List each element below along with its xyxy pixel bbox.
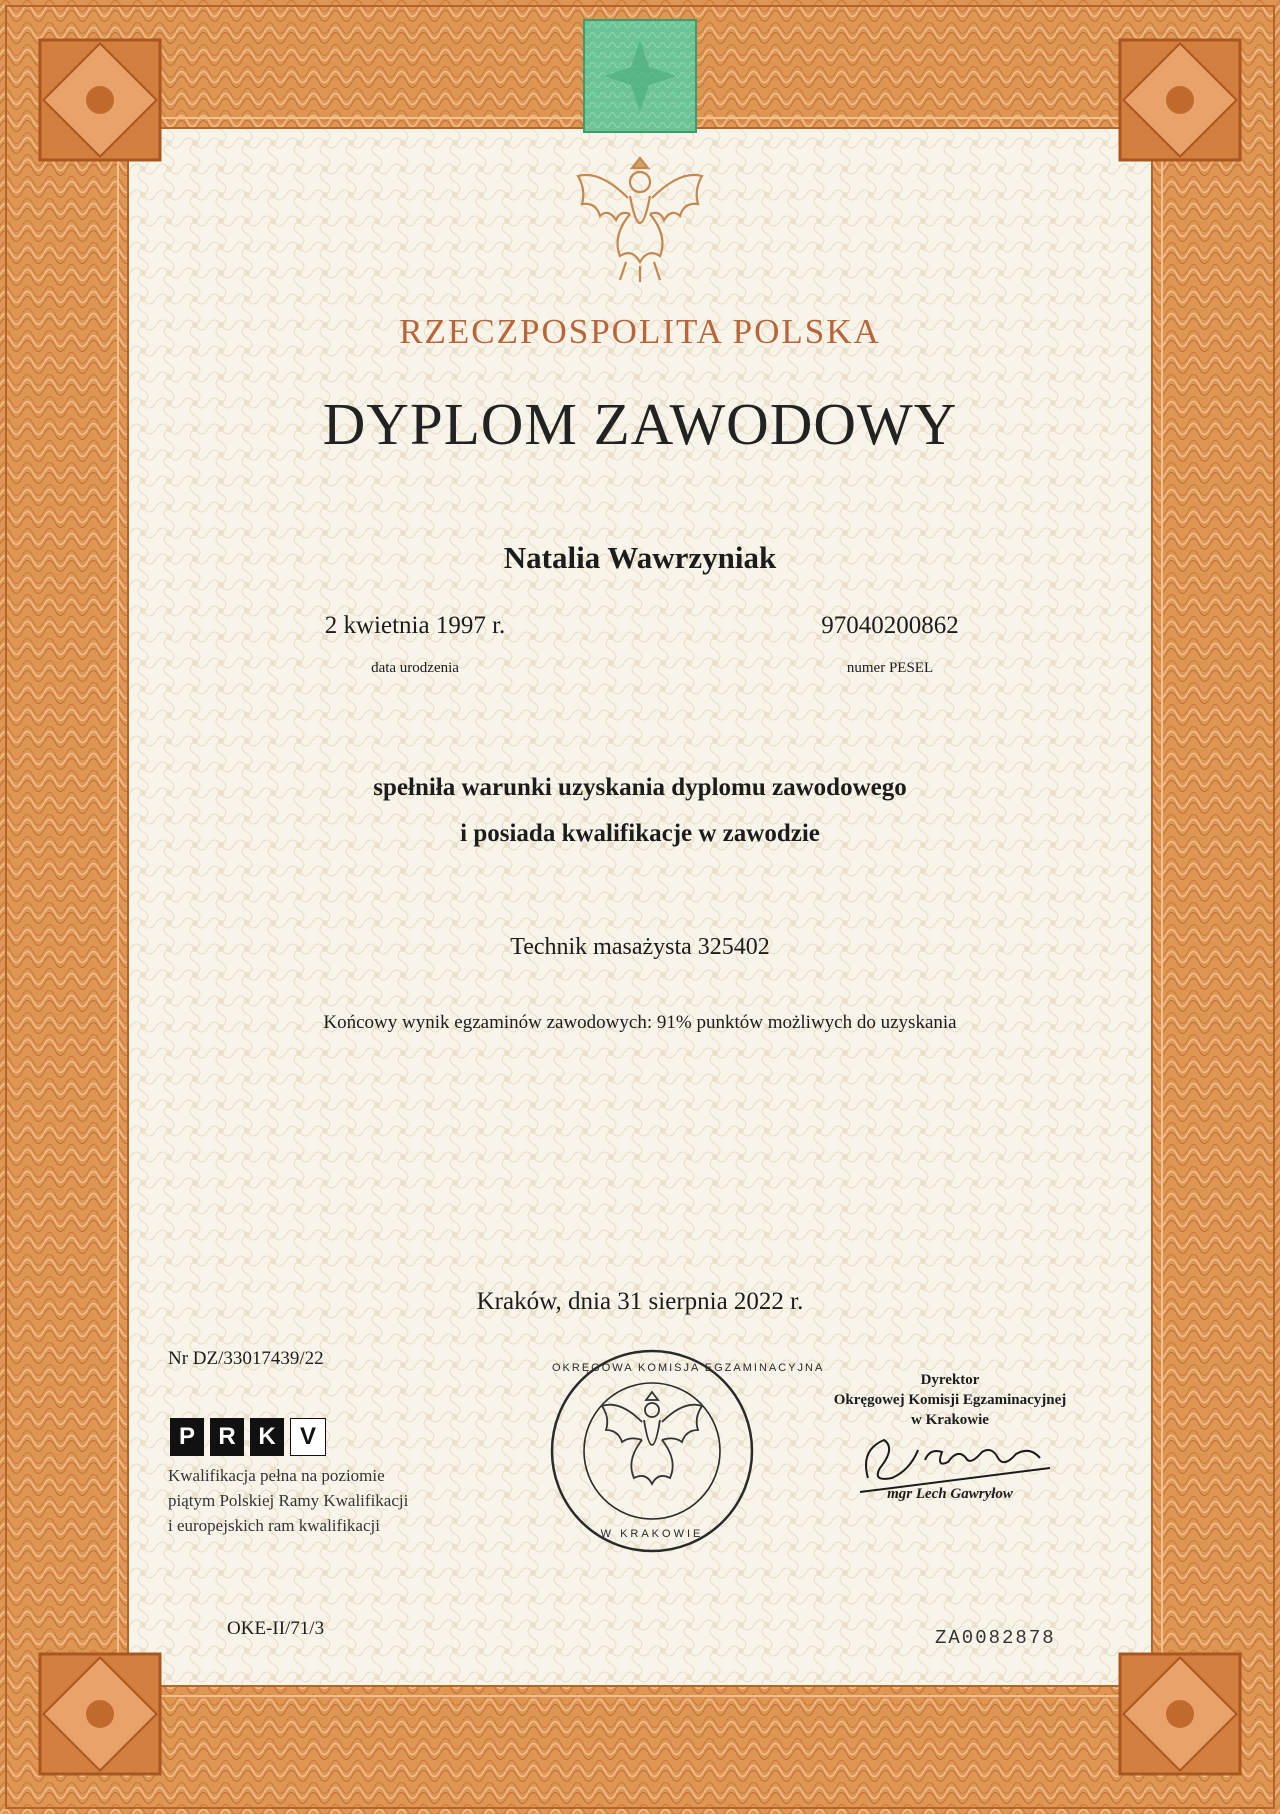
statement-line-2: i posiada kwalifikacje w zawodzie (460, 820, 820, 847)
birth-date: 2 kwietnia 1997 r. (324, 612, 506, 639)
prk-description-3: i europejskich ram kwalifikacji (168, 1516, 380, 1535)
statement-line-1: spełniła warunki uzyskania dyplomu zawodowego (373, 774, 907, 801)
corner-ornament-bl (40, 1654, 160, 1774)
document-title: DYPLOM ZAWODOWY (322, 391, 958, 457)
seal-text-top: OKRĘGOWA KOMISJA EGZAMINACYJNA (552, 1362, 825, 1374)
issue-place-date: Kraków, dnia 31 sierpnia 2022 r. (476, 1288, 804, 1315)
prk-description-2: piątym Polskiej Ramy Kwalifikacji (168, 1491, 409, 1510)
seal-text-bottom: W KRAKOWIE (600, 1528, 704, 1540)
prk-level: V (290, 1418, 326, 1456)
prk-description-1: Kwalifikacja pełna na poziomie (168, 1466, 385, 1485)
exam-result: Końcowy wynik egzaminów zawodowych: 91% punktów możliwych do uzyskania (323, 1012, 957, 1033)
security-hologram-patch (584, 20, 696, 132)
signatory-name: mgr Lech Gawryłow (887, 1486, 1013, 1502)
birth-date-label: data urodzenia (371, 660, 459, 676)
signatory-role-1: Dyrektor (920, 1372, 980, 1388)
pesel-label: numer PESEL (846, 660, 934, 676)
profession: Technik masażysta 325402 (510, 934, 770, 960)
prk-letter-r: R (210, 1418, 244, 1456)
signatory-role-3: w Krakowie (911, 1412, 989, 1428)
corner-ornament-br (1120, 1654, 1240, 1774)
pesel-number: 97040200862 (821, 612, 959, 639)
corner-ornament-tr (1120, 40, 1240, 160)
serial-number: ZA0082878 (935, 1627, 1056, 1649)
prk-letter-p: P (170, 1418, 204, 1456)
holder-name: Natalia Wawrzyniak (503, 540, 777, 575)
prk-logo (170, 1418, 326, 1456)
prk-letter-k: K (250, 1418, 284, 1456)
form-code: OKE-II/71/3 (227, 1618, 325, 1639)
country-name: RZECZPOSPOLITA POLSKA (399, 312, 881, 351)
corner-ornament-tl (40, 40, 160, 160)
diploma-number: Nr DZ/33017439/22 (168, 1348, 324, 1369)
signatory-role-2: Okręgowej Komisji Egzaminacyjnej (833, 1392, 1067, 1408)
